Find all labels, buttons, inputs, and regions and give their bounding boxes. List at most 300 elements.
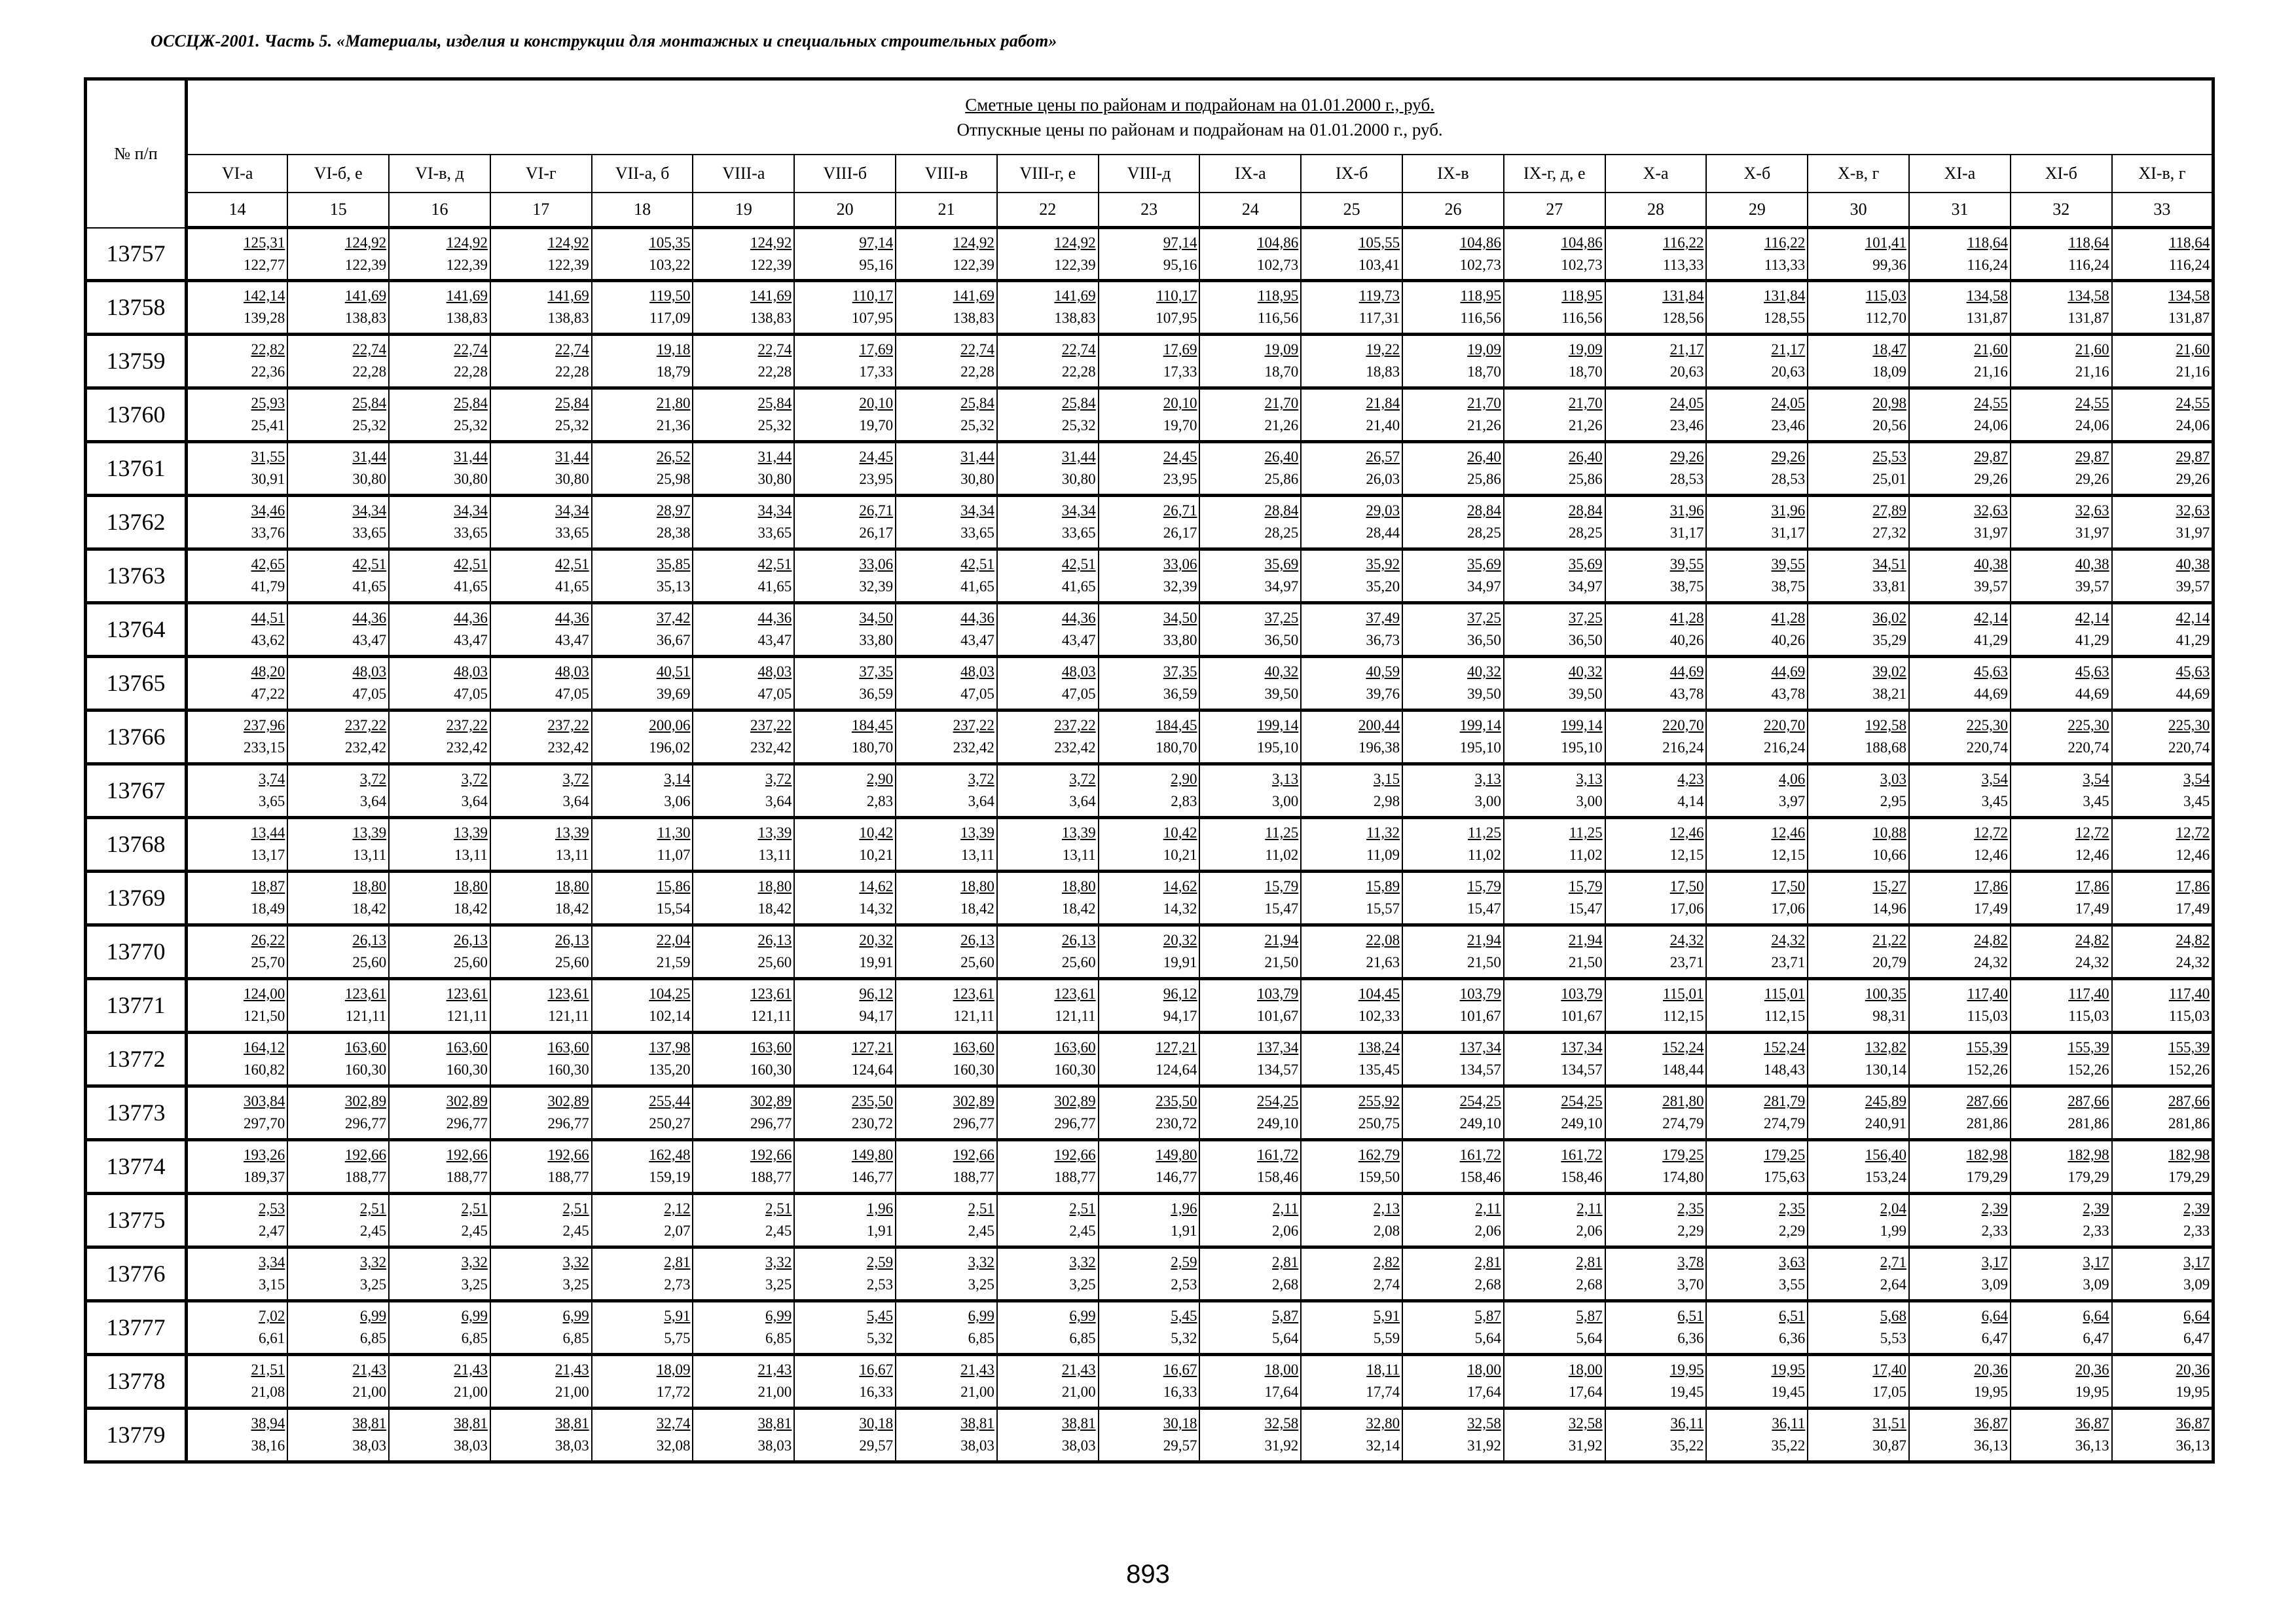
estimated-price: 21,43 [1061,1361,1096,1378]
price-cell [490,925,592,978]
price-cell [1199,978,1301,1032]
price-cell [693,495,794,549]
estimated-price: 44,36 [454,610,488,626]
release-price: 160,30 [1054,1061,1096,1078]
price-cell [1605,602,1707,656]
release-price: 6,85 [461,1330,488,1346]
price-cell [1099,602,1200,656]
price-cell [490,228,592,281]
release-price: 121,11 [345,1008,387,1024]
price-cell [1909,1247,2011,1301]
release-price: 179,29 [2168,1169,2210,1185]
release-price: 296,77 [953,1115,994,1132]
estimated-price: 3,72 [968,771,994,787]
region-header: VIII-а [693,155,794,193]
price-cell [1199,817,1301,871]
release-price: 152,26 [2068,1061,2109,1078]
row-code: 13765 [86,656,187,710]
price-cell [1909,656,2011,710]
price-cell [2112,817,2214,871]
release-price: 21,00 [352,1384,387,1400]
estimated-price: 34,51 [1872,556,1907,572]
price-cell [592,764,693,817]
estimated-price: 117,40 [1967,986,2008,1002]
price-cell [1199,1032,1301,1086]
estimated-price: 3,54 [2183,771,2210,787]
release-price: 233,15 [244,739,285,756]
release-price: 18,83 [1366,363,1400,380]
price-cell [1402,1408,1504,1462]
release-price: 30,80 [555,471,589,487]
column-number: 27 [1504,193,1605,228]
estimated-price: 38,81 [960,1415,994,1431]
price-cell [2011,495,2112,549]
price-cell [389,1301,490,1354]
price-cell [287,334,389,388]
estimated-price: 141,69 [344,287,387,304]
estimated-price: 6,64 [2183,1308,2210,1324]
estimated-price: 25,84 [1061,395,1096,411]
release-price: 3,00 [1272,793,1299,809]
release-price: 281,86 [1966,1115,2008,1132]
price-cell [1402,656,1504,710]
price-cell [389,1247,490,1301]
price-cell [187,764,288,817]
release-price: 232,42 [446,739,488,756]
release-price: 3,64 [1069,793,1096,809]
estimated-price: 26,40 [1467,449,1501,465]
release-price: 5,64 [1576,1330,1603,1346]
estimated-price: 141,69 [547,287,589,304]
price-cell [1605,1247,1707,1301]
estimated-price: 192,66 [446,1147,488,1163]
price-cell [794,764,896,817]
release-price: 32,39 [859,578,894,595]
release-price: 29,26 [2075,471,2109,487]
row-code: 13772 [86,1032,187,1086]
estimated-price: 26,40 [1264,449,1299,465]
price-cell [693,1032,794,1086]
estimated-price: 3,32 [968,1254,994,1270]
price-cell [2011,602,2112,656]
price-cell [187,871,288,925]
price-cell [1808,602,1909,656]
release-price: 30,80 [757,471,792,487]
estimated-price: 13,39 [352,824,387,841]
region-header: XI-в, г [2112,155,2214,193]
region-header: VII-а, б [592,155,693,193]
estimated-price: 18,80 [757,878,792,895]
estimated-price: 220,70 [1764,717,1806,733]
estimated-price: 27,89 [1872,502,1907,519]
price-cell [794,228,896,281]
release-price: 230,72 [851,1115,894,1132]
estimated-price: 12,72 [1974,824,2008,841]
estimated-price: 141,69 [953,287,994,304]
release-price: 43,47 [1061,632,1096,648]
release-price: 2,45 [461,1223,488,1239]
price-cell [1301,817,1402,871]
release-price: 28,53 [1771,471,1806,487]
estimated-price: 11,25 [1569,824,1603,841]
price-cell [997,1354,1099,1408]
estimated-price: 11,25 [1467,824,1501,841]
price-cell [1808,1354,1909,1408]
release-price: 38,03 [454,1437,488,1454]
release-price: 23,95 [1163,471,1197,487]
release-price: 116,24 [1967,256,2008,273]
estimated-price: 44,36 [1061,610,1096,626]
estimated-price: 237,22 [344,717,387,733]
price-cell [1808,1086,1909,1139]
release-price: 18,42 [960,900,994,917]
price-cell [794,280,896,334]
price-cell [2112,228,2214,281]
release-price: 3,00 [1474,793,1501,809]
release-price: 2,08 [1373,1223,1400,1239]
estimated-price: 28,84 [1264,502,1299,519]
estimated-price: 179,25 [1662,1147,1704,1163]
estimated-price: 2,51 [562,1200,589,1217]
estimated-price: 2,90 [866,771,894,787]
region-header: VIII-г, е [997,155,1099,193]
price-cell [1402,1193,1504,1247]
estimated-price: 21,60 [2176,341,2210,358]
estimated-price: 3,72 [461,771,488,787]
price-cell [2112,764,2214,817]
region-header: IX-г, д, е [1504,155,1605,193]
price-cell [693,817,794,871]
estimated-price: 4,23 [1677,771,1704,787]
estimated-price: 118,95 [1460,287,1501,304]
release-price: 115,03 [2168,1008,2210,1024]
release-price: 17,72 [656,1384,691,1400]
price-cell [187,441,288,495]
release-price: 33,81 [1872,578,1907,595]
price-cell [1706,1139,1808,1193]
price-cell [287,764,389,817]
price-cell [2011,1408,2112,1462]
price-cell [2112,1086,2214,1139]
estimated-price: 104,86 [1561,234,1603,251]
price-cell [1605,1354,1707,1408]
release-price: 25,32 [555,417,589,434]
release-price: 1,99 [1880,1223,1907,1239]
release-price: 38,03 [960,1437,994,1454]
price-cell [2011,549,2112,602]
estimated-price: 137,34 [1561,1039,1603,1056]
release-price: 39,76 [1366,686,1400,702]
estimated-price: 13,39 [555,824,589,841]
price-cell [490,280,592,334]
release-price: 41,29 [2075,632,2109,648]
release-price: 28,25 [1467,525,1501,541]
release-price: 19,45 [1771,1384,1806,1400]
estimated-price: 101,41 [1865,234,1907,251]
price-cell [592,1086,693,1139]
price-cell [1504,764,1605,817]
release-price: 3,64 [359,793,387,809]
price-cell [1301,280,1402,334]
release-price: 47,05 [352,686,387,702]
estimated-price: 3,72 [765,771,792,787]
release-price: 35,13 [656,578,691,595]
price-cell [693,871,794,925]
price-cell [187,1301,288,1354]
release-price: 175,63 [1764,1169,1806,1185]
estimated-price: 6,99 [461,1308,488,1324]
release-price: 17,49 [2075,900,2109,917]
estimated-price: 5,68 [1880,1308,1907,1324]
price-cell [1199,1301,1301,1354]
page-number: 893 [1126,1560,1170,1589]
estimated-price: 48,20 [251,663,285,680]
estimated-price: 25,53 [1872,449,1907,465]
price-cell [896,1086,997,1139]
estimated-price: 44,36 [960,610,994,626]
price-cell [1199,1354,1301,1408]
estimated-price: 163,60 [953,1039,994,1056]
estimated-price: 10,42 [859,824,894,841]
price-cell [693,1354,794,1408]
price-cell [389,441,490,495]
estimated-price: 26,40 [1568,449,1603,465]
price-cell [1504,280,1605,334]
release-price: 40,26 [1771,632,1806,648]
price-cell [1808,1032,1909,1086]
price-cell [794,549,896,602]
release-price: 20,63 [1669,363,1704,380]
estimated-price: 163,60 [344,1039,387,1056]
release-price: 160,30 [446,1061,488,1078]
release-price: 36,13 [1974,1437,2008,1454]
release-price: 21,08 [251,1384,285,1400]
estimated-price: 31,96 [1669,502,1704,519]
price-cell [1706,602,1808,656]
estimated-price: 25,84 [352,395,387,411]
price-cell [1706,1086,1808,1139]
estimated-price: 26,57 [1366,449,1400,465]
estimated-price: 11,25 [1265,824,1299,841]
price-cell [1402,334,1504,388]
release-price: 18,49 [251,900,285,917]
estimated-price: 36,87 [1974,1415,2008,1431]
price-table [84,77,2215,1464]
release-price: 34,97 [1264,578,1299,595]
price-cell [490,1086,592,1139]
price-cell [592,1139,693,1193]
price-cell [1605,549,1707,602]
estimated-price: 31,44 [555,449,589,465]
release-price: 24,32 [2176,954,2210,970]
release-price: 131,87 [2168,310,2210,326]
estimated-price: 3,32 [1069,1254,1096,1270]
release-price: 135,45 [1358,1061,1400,1078]
release-price: 3,64 [461,793,488,809]
release-price: 35,22 [1771,1437,1806,1454]
price-cell [997,710,1099,764]
estimated-price: 281,80 [1662,1093,1704,1109]
estimated-price: 3,13 [1272,771,1299,787]
release-price: 10,21 [859,847,894,863]
price-cell [896,334,997,388]
release-price: 33,65 [555,525,589,541]
estimated-price: 12,46 [1771,824,1806,841]
price-cell [1402,1139,1504,1193]
release-price: 230,72 [1156,1115,1197,1132]
release-price: 2,33 [1981,1223,2008,1239]
estimated-price: 14,62 [1163,878,1197,895]
price-cell [1199,656,1301,710]
release-price: 19,95 [1974,1384,2008,1400]
price-cell [1605,388,1707,441]
estimated-price-title: Сметные цены по районам и подрайонам на 01.01.2000 г., руб. [965,95,1434,115]
price-cell [389,1408,490,1462]
estimated-price: 118,64 [2068,234,2109,251]
estimated-price: 303,84 [244,1093,285,1109]
price-cell [2011,925,2112,978]
release-price: 23,46 [1669,417,1704,434]
release-price: 30,80 [960,471,994,487]
release-price: 220,74 [2168,739,2210,756]
release-price: 188,68 [1865,739,1907,756]
estimated-price: 15,79 [1568,878,1603,895]
release-price: 160,82 [244,1061,285,1078]
release-price: 47,22 [251,686,285,702]
release-price: 38,75 [1669,578,1704,595]
estimated-price: 3,54 [2083,771,2109,787]
price-cell [997,978,1099,1032]
release-price: 25,86 [1568,471,1603,487]
release-price: 2,47 [259,1223,285,1239]
estimated-price: 123,61 [344,986,387,1002]
price-cell [389,495,490,549]
release-price: 38,03 [1061,1437,1096,1454]
price-cell [896,441,997,495]
price-cell [1909,871,2011,925]
price-cell [592,602,693,656]
estimated-price: 3,72 [562,771,589,787]
release-price: 13,11 [758,847,792,863]
estimated-price: 105,35 [649,234,691,251]
price-cell [1301,228,1402,281]
price-cell [997,1408,1099,1462]
estimated-price: 40,38 [2075,556,2109,572]
estimated-price: 18,80 [960,878,994,895]
price-cell [490,549,592,602]
price-cell [1909,1193,2011,1247]
estimated-price: 2,51 [461,1200,488,1217]
release-price: 281,86 [2168,1115,2210,1132]
release-price: 32,39 [1163,578,1197,595]
price-cell [1301,1408,1402,1462]
release-price: 35,22 [1669,1437,1704,1454]
release-price: 33,65 [454,525,488,541]
price-cell [2112,1354,2214,1408]
release-price: 128,56 [1662,310,1704,326]
estimated-price: 192,66 [750,1147,792,1163]
price-cell [2011,334,2112,388]
release-price: 17,06 [1771,900,1806,917]
price-cell [896,817,997,871]
price-cell [1199,1086,1301,1139]
estimated-price: 97,14 [1163,234,1197,251]
release-price: 134,57 [1257,1061,1299,1078]
estimated-price: 1,96 [866,1200,894,1217]
price-cell [1706,978,1808,1032]
row-code: 13760 [86,388,187,441]
price-cell [592,280,693,334]
estimated-price: 44,36 [555,610,589,626]
release-price: 2,98 [1373,793,1400,809]
price-cell [389,228,490,281]
price-cell [1808,710,1909,764]
estimated-price: 20,98 [1872,395,1907,411]
release-price: 5,32 [866,1330,894,1346]
release-price: 3,06 [664,793,691,809]
release-price: 3,25 [359,1276,387,1293]
price-cell [389,925,490,978]
release-price: 2,95 [1880,793,1907,809]
release-price: 13,11 [353,847,387,863]
release-price: 138,83 [953,310,994,326]
release-price: 1,91 [866,1223,894,1239]
estimated-price: 40,51 [656,663,691,680]
price-cell [1099,710,1200,764]
price-cell [1909,602,2011,656]
release-price: 102,73 [1257,256,1299,273]
price-cell [693,1086,794,1139]
estimated-price: 2,35 [1677,1200,1704,1217]
release-price: 29,57 [1163,1437,1197,1454]
estimated-price: 192,58 [1865,717,1907,733]
estimated-price: 24,82 [1974,932,2008,948]
row-code: 13757 [86,228,187,281]
release-price: 16,33 [859,1384,894,1400]
price-cell [1402,1032,1504,1086]
release-price: 36,59 [859,686,894,702]
estimated-price: 6,99 [562,1308,589,1324]
price-cell [1199,602,1301,656]
release-price: 41,65 [1061,578,1096,595]
estimated-price: 18,00 [1568,1361,1603,1378]
release-price: 41,79 [251,578,285,595]
estimated-price: 182,98 [2068,1147,2109,1163]
release-price: 297,70 [244,1115,285,1132]
price-cell [187,817,288,871]
release-price: 43,78 [1669,686,1704,702]
release-price: 3,09 [2183,1276,2210,1293]
column-number: 31 [1909,193,2011,228]
release-price: 250,27 [649,1115,691,1132]
release-price: 188,77 [1054,1169,1096,1185]
release-price: 41,29 [2176,632,2210,648]
release-price: 146,77 [851,1169,894,1185]
price-cell [1199,549,1301,602]
price-cell [187,280,288,334]
price-cell [693,978,794,1032]
release-price: 122,39 [953,256,994,273]
release-price: 131,87 [1966,310,2008,326]
release-price: 116,56 [1257,310,1299,326]
price-cell [1504,1301,1605,1354]
estimated-price: 2,51 [968,1200,994,1217]
release-price: 15,47 [1568,900,1603,917]
price-cell [1099,871,1200,925]
price-cell [592,1193,693,1247]
release-price: 17,49 [2176,900,2210,917]
price-cell [1099,978,1200,1032]
